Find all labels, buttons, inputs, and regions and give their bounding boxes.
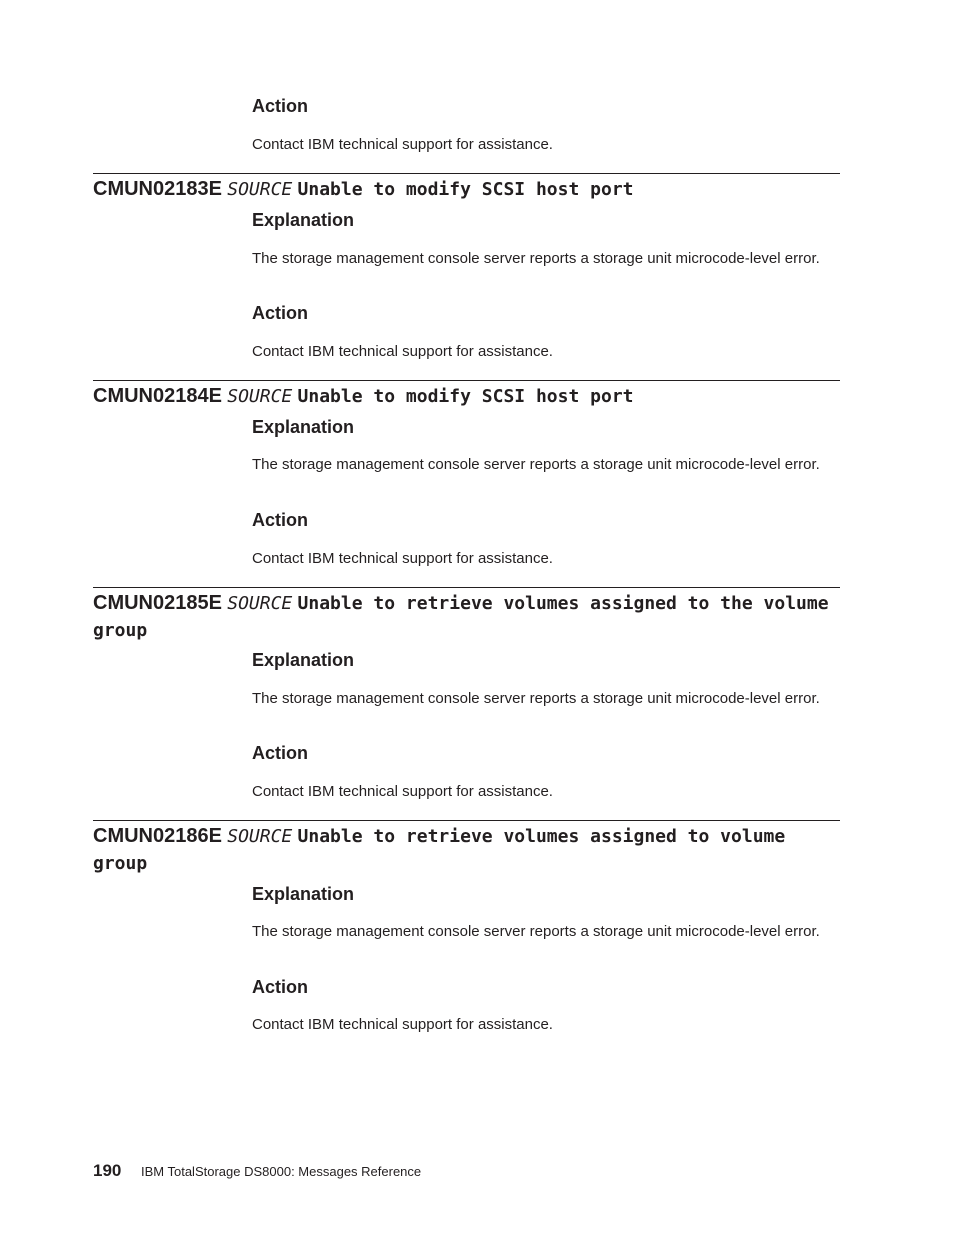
message-title: [93, 176, 840, 204]
page-number: 190: [93, 1161, 122, 1180]
explanation-text: The storage management console server reports a storage unit microcode-level error.: [252, 923, 820, 940]
message-id: CMUN02186E: [93, 825, 222, 847]
message-text: Unable to retrieve volumes assigned to volume group: [93, 826, 786, 874]
explanation-text: The storage management console server reports a storage unit microcode-level error.: [252, 690, 820, 707]
action-text: Contact IBM technical support for assistance.: [252, 550, 553, 567]
section-rule: [93, 173, 840, 174]
action-text: Contact IBM technical support for assistance.: [252, 783, 553, 800]
message-source: SOURCE: [227, 386, 293, 407]
action-heading: Action: [252, 977, 308, 997]
section-rule: [93, 380, 840, 381]
action-text: Contact IBM technical support for assistance.: [252, 343, 553, 360]
book-title: IBM TotalStorage DS8000: Messages Reference: [141, 1164, 422, 1179]
action-heading: Action: [252, 743, 308, 763]
message-source: SOURCE: [227, 179, 293, 200]
message-text: Unable to modify SCSI host port: [297, 386, 634, 407]
message-id: CMUN02183E: [93, 178, 222, 200]
explanation-heading: Explanation: [252, 417, 355, 437]
action-text: Contact IBM technical support for assistance.: [252, 136, 553, 153]
message-id: CMUN02185E: [93, 592, 222, 614]
section-rule: [93, 587, 840, 588]
explanation-heading: Explanation: [252, 650, 355, 670]
action-heading: Action: [252, 96, 308, 116]
explanation-text: The storage management console server reports a storage unit microcode-level error.: [252, 456, 820, 473]
message-text: Unable to modify SCSI host port: [297, 179, 634, 200]
action-heading: Action: [252, 303, 308, 323]
action-heading: Action: [252, 510, 308, 530]
message-source: SOURCE: [227, 593, 293, 614]
explanation-heading: Explanation: [252, 884, 355, 904]
message-title: [93, 383, 840, 411]
message-source: SOURCE: [227, 826, 293, 847]
message-title: [93, 823, 840, 877]
message-title: [93, 590, 840, 644]
action-text: Contact IBM technical support for assistance.: [252, 1016, 553, 1033]
section-rule: [93, 820, 840, 821]
explanation-text: The storage management console server reports a storage unit microcode-level error.: [252, 250, 820, 267]
explanation-heading: Explanation: [252, 210, 355, 230]
message-text: Unable to retrieve volumes assigned to the volume group: [93, 593, 829, 641]
message-id: CMUN02184E: [93, 385, 222, 407]
